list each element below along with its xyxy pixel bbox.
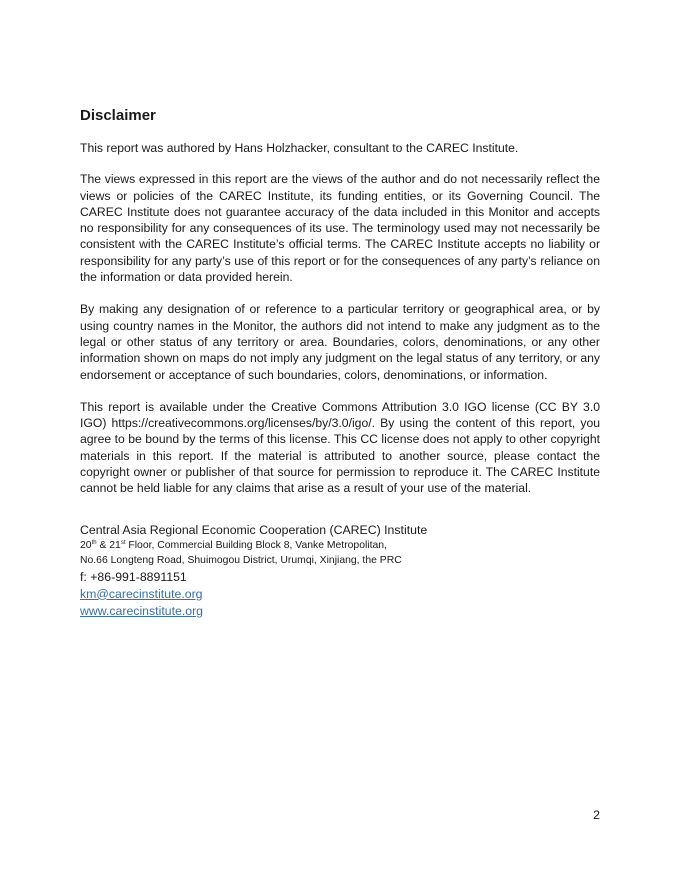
- document-body: [80, 107, 600, 620]
- address-line-1: [80, 538, 600, 553]
- address-line-2: No.66 Longteng Road, Shuimogou District, Urumqi, Xinjiang, the PRC: [80, 554, 402, 566]
- territory-disclaimer-paragraph: By making any designation of or reference to a particular territory or geographical area, or by using country names in the Monitor, the authors did not intend to make any judgment as to the legal or other status of any territory or area. Boundaries, colors, denominations, or any other information shown on maps do not imply any judgment on the legal status of any territory, or any endorsement or acceptance of such boundaries, colors, denominations, or information.: [80, 302, 600, 382]
- page-number: 2: [593, 808, 600, 822]
- website-link[interactable]: www.carecinstitute.org: [80, 603, 204, 618]
- license-paragraph: This report is available under the Creative Commons Attribution 3.0 IGO license (CC BY 3.0 IGO) https://creativecommons.org/licenses/by/3.0/igo/. By using the content of this report, you agree to be bound by the terms of this license. This CC license does not apply to other copyright materials in this report. If the material is attributed to another source, please contact the copyright owner or publisher of that source for permission to reproduce it. The CAREC Institute cannot be held liable for any claims that arise as a result of your use of the material.: [80, 399, 600, 496]
- floor-b-suffix: st: [120, 539, 126, 546]
- organization-name: Central Asia Regional Economic Cooperation (CAREC) Institute: [80, 522, 428, 537]
- views-disclaimer-paragraph: The views expressed in this report are the views of the author and do not necessarily reflect the views or policies of the CAREC Institute, its funding entities, or its Governing Council. The CAREC Institute does not guarantee accuracy of the data included in this Monitor and accepts no responsibility for any consequences of its use. The terminology used may not necessarily be consistent with the CAREC Institute’s official terms. The CAREC Institute accepts no liability or responsibility for any party’s use of this report or for the consequences of any party’s reliance on the information or data provided herein.: [80, 172, 600, 285]
- contact-block: [80, 523, 600, 620]
- authorship-paragraph: This report was authored by Hans Holzhacker, consultant to the CAREC Institute.: [80, 141, 519, 155]
- disclaimer-heading: Disclaimer: [80, 107, 156, 124]
- phone-number: f: +86-991-8891151: [80, 569, 187, 584]
- floor-number-b: & 21: [96, 539, 121, 551]
- floor-a-suffix: th: [91, 539, 97, 546]
- email-link[interactable]: km@carecinstitute.org: [80, 586, 203, 601]
- floor-number-a: 20: [80, 539, 92, 551]
- address-line-1-rest: Floor, Commercial Building Block 8, Vanke Metropolitan,: [125, 539, 387, 551]
